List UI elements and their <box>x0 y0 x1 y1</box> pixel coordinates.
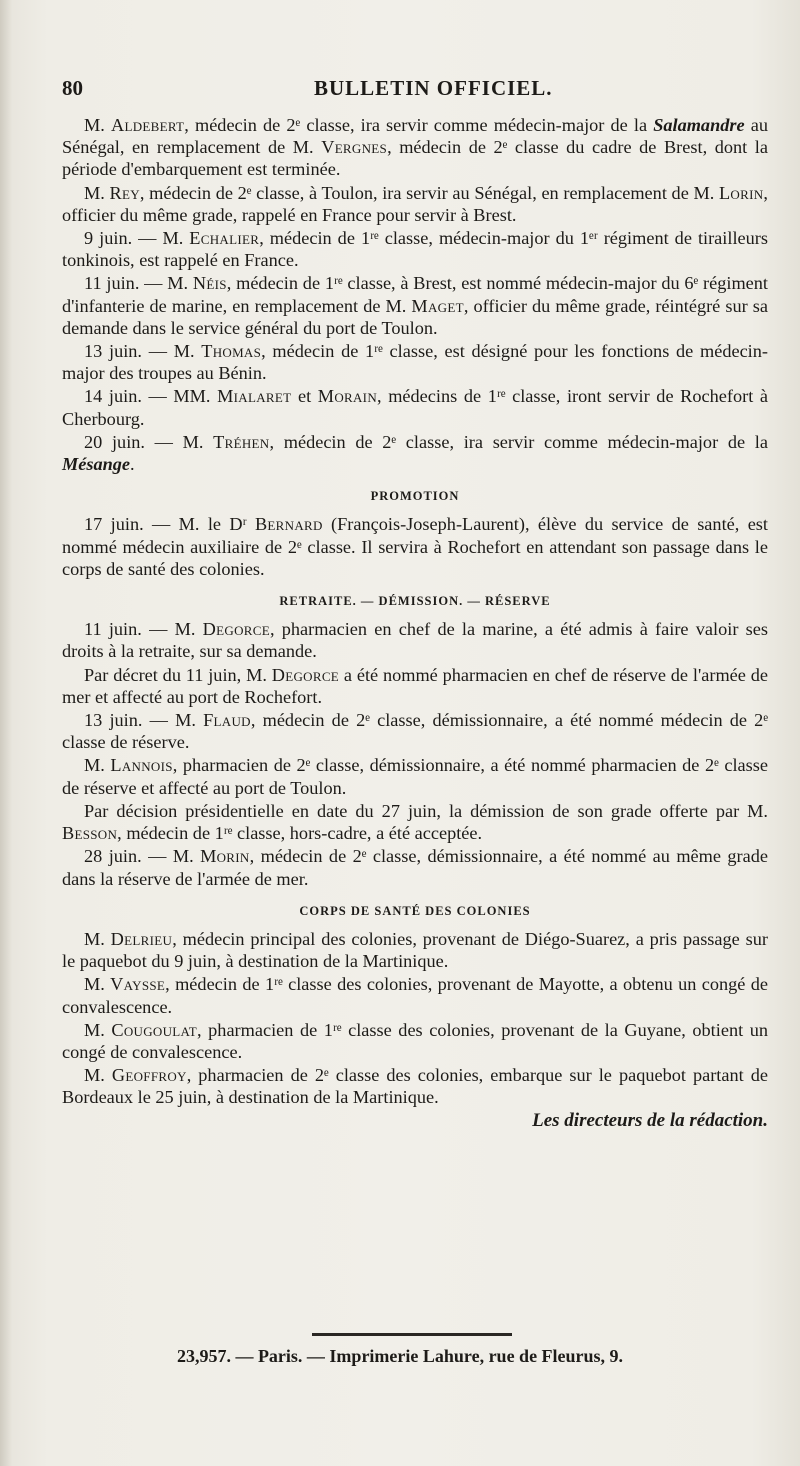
text-run: M. <box>84 182 110 203</box>
paragraph <box>62 664 768 708</box>
section-heading: PROMOTION <box>370 489 460 504</box>
text-run: M. <box>84 1019 112 1040</box>
text-run: , médecin de 2ᵉ classe, démissionnaire, a été nommé au même grade dans la réserve de l'armée de mer. <box>62 846 768 889</box>
paragraph <box>62 513 768 580</box>
paragraph <box>62 182 768 226</box>
person-name: Thomas <box>201 341 262 362</box>
text-run: , pharmacien en chef de la marine, a été admis à faire valoir ses droits à la retraite, sur sa demande. <box>62 619 768 662</box>
text-run: , médecin de 2ᵉ classe du cadre de Brest, dont la période d'embarquement est terminée. <box>62 137 768 180</box>
text-run: , médecin de 2ᵉ classe, à Toulon, ira servir au Sénégal, en remplacement de M. <box>139 182 719 203</box>
text-run: , officier du même grade, rappelé en France pour servir à Brest. <box>62 182 768 225</box>
binding-shadow <box>0 0 12 1466</box>
text-run: 13 juin. — M. <box>84 341 202 362</box>
text-run: , médecin de 2ᵉ classe, ira servir comme médecin-major de la <box>184 115 654 135</box>
person-name: Degorce <box>271 664 340 685</box>
section-heading: CORPS DE SANTÉ DES COLONIES <box>299 903 531 918</box>
person-name: Geoffroy <box>111 1065 187 1086</box>
text-run: 11 juin. — M. <box>84 619 203 640</box>
text-run: , pharmacien de 2ᵉ classe, démissionnaire, a été nommé pharmacien de 2ᵉ classe de réserve et affecté au port de Toulon. <box>62 755 768 798</box>
text-run: 9 juin. — M. <box>84 228 190 249</box>
text-run: , médecin principal des colonies, provenant de Diégo-Suarez, a pris passage sur le paquebot du 9 juin, à destination de la Martinique. <box>62 928 768 972</box>
paragraph <box>62 1064 768 1108</box>
printer-imprint: 23,957. — Paris. — Imprimerie Lahure, rue de Fleurus, 9. <box>176 1346 624 1366</box>
paragraph <box>62 709 768 753</box>
text-run: M. <box>84 755 111 776</box>
text-run: M. <box>84 1065 112 1086</box>
paragraph <box>62 114 768 181</box>
person-name: Tréhen <box>213 431 270 452</box>
paragraph <box>62 431 768 475</box>
text-run: , médecins de 1ʳᵉ classe, iront servir de Rochefort à Cherbourg. <box>62 386 768 429</box>
person-name: Vaysse <box>110 974 166 995</box>
paragraph <box>62 800 768 844</box>
person-name: Flaud <box>203 710 251 731</box>
person-name: Morin <box>200 846 250 867</box>
paragraph <box>62 618 768 662</box>
text-run: (François-Joseph-Laurent), élève du service de santé, est nommé médecin auxiliaire de 2ᵉ classe. Il servira à Rochefort en attendant son passage dans le corps de santé des colonies. <box>62 514 768 579</box>
person-name: Echalier <box>189 228 260 249</box>
person-name: Mialaret <box>217 386 292 407</box>
text-run: . <box>130 454 135 475</box>
person-name: Rey <box>109 182 140 203</box>
paragraph <box>62 385 768 429</box>
text-run: Par décret du 11 juin, M. <box>84 664 272 685</box>
text-run: Par décision présidentielle en date du 27 juin, la démission de son grade offerte par M. <box>84 800 768 821</box>
text-run: , médecin de 1ʳᵉ classe, hors-cadre, a été acceptée. <box>117 823 483 844</box>
text-run: , médecin de 1ʳᵉ classe, est désigné pour les fonctions de médecin-major des troupes au Bénin. <box>62 341 768 384</box>
text-run: , pharmacien de 2ᵉ classe des colonies, embarque sur le paquebot partant de Bordeaux le 25 juin, à destination de la Martinique. <box>62 1065 768 1108</box>
person-name: Vergnes <box>321 137 388 158</box>
text-run: M. <box>84 974 111 995</box>
text-run: 11 juin. — M. <box>84 273 193 294</box>
ship-name: Mésange <box>62 454 131 475</box>
person-name: Degorce <box>202 619 270 640</box>
paragraph <box>62 1019 768 1063</box>
footer-rule <box>312 1333 512 1336</box>
text-run: au Sénégal, en remplacement de M. <box>62 115 768 158</box>
person-name: Lorin <box>718 182 764 203</box>
text-run: , médecin de 1ʳᵉ classe, médecin-major du 1ᵉʳ régiment de tirailleurs tonkinois, est rappelé en France. <box>62 228 768 271</box>
person-name: Néis <box>192 273 227 294</box>
paragraph <box>62 845 768 889</box>
person-name: Bernard <box>254 514 323 535</box>
text-run: 14 juin. — MM. <box>84 386 218 407</box>
text-run: 17 juin. — M. le Dʳ <box>84 514 255 535</box>
page-header <box>62 72 762 106</box>
text-run: , pharmacien de 1ʳᵉ classe des colonies, provenant de la Guyane, obtient un congé de convalescence. <box>62 1019 768 1062</box>
text-run: 13 juin. — M. <box>84 710 204 731</box>
ship-name: Salamandre <box>653 115 745 135</box>
article-body <box>62 114 768 1133</box>
person-name: Lannois <box>110 755 173 776</box>
section-heading: RETRAITE. — DÉMISSION. — RÉSERVE <box>279 594 551 609</box>
running-title: BULLETIN OFFICIEL. <box>314 76 553 100</box>
person-name: Aldebert <box>110 115 185 135</box>
paragraph <box>62 754 768 798</box>
paragraph <box>62 928 768 972</box>
text-run: a été nommé pharmacien en chef de réserve de l'armée de mer et affecté au port de Rochefort. <box>62 664 768 707</box>
text-run: , officier du même grade, réintégré sur sa demande dans le service général du port de Toulon. <box>62 295 769 338</box>
paragraph <box>62 272 768 339</box>
person-name: Delrieu <box>110 928 173 949</box>
signature: Les directeurs de la rédaction. <box>532 1109 768 1131</box>
text-run: 28 juin. — M. <box>84 846 201 867</box>
text-run: , médecin de 2ᵉ classe, démissionnaire, a été nommé médecin de 2ᵉ classe de réserve. <box>62 710 769 753</box>
page-number: 80 <box>62 76 83 100</box>
text-run: , médecin de 1ʳᵉ classe des colonies, provenant de Mayotte, a obtenu un congé de convalescence. <box>62 974 768 1017</box>
text-run: , médecin de 1ʳᵉ classe, à Brest, est nommé médecin-major du 6ᵉ régiment d'infanterie de marine, en remplacement de M. <box>62 273 768 316</box>
text-run: M. <box>84 115 111 135</box>
person-name: Cougoulat <box>111 1019 198 1040</box>
text-run: , médecin de 2ᵉ classe, ira servir comme médecin-major de la <box>269 431 768 452</box>
text-run: 20 juin. — M. <box>84 431 214 452</box>
text-run: et <box>291 386 318 407</box>
text-run: M. <box>84 928 111 949</box>
paragraph <box>62 340 768 384</box>
paragraph <box>62 973 768 1017</box>
person-name: Morain <box>317 386 378 407</box>
person-name: Besson <box>62 823 118 844</box>
paragraph <box>62 227 768 271</box>
person-name: Maget <box>411 295 464 316</box>
